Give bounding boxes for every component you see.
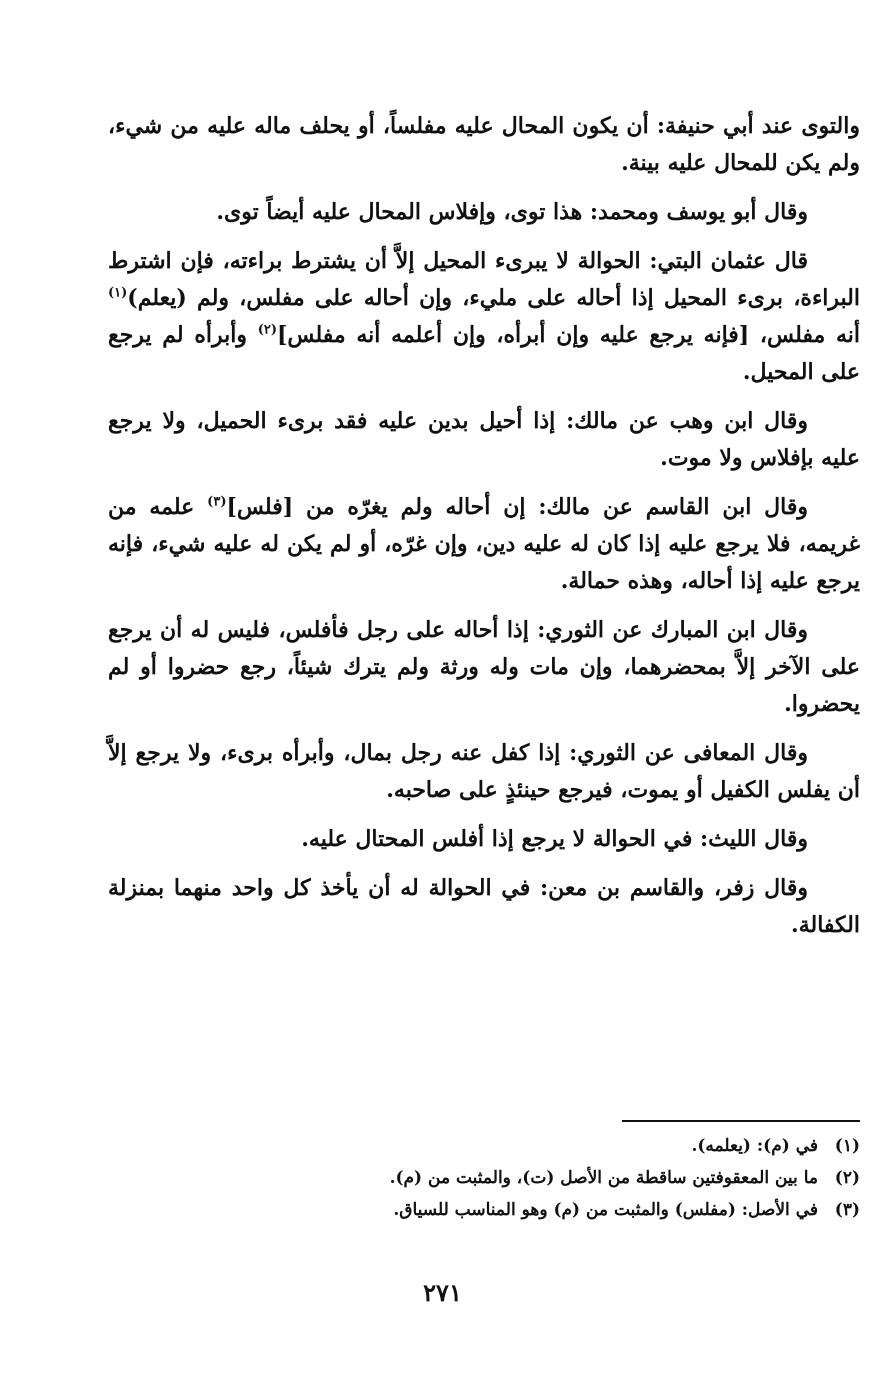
paragraph-text: وأبرأه لم يرجع على المحيل. xyxy=(108,322,860,385)
paragraph: وقال أبو يوسف ومحمد: هذا توى، وإفلاس المحال عليه أيضاً توى. xyxy=(216,199,808,225)
paragraph-text: قال عثمان البتي: الحوالة لا يبرىء المحيل إلاَّ أن يشترط براءته، فإن اشترط البراءة، برىء المحيل إذا أحاله على مليء، وإن أحاله على مفلس، ولم (يعلم) xyxy=(108,248,860,311)
footnote-text: في الأصل: (مفلس) والمثبت من (م) وهو المناسب للسياق. xyxy=(393,1200,818,1220)
footnote xyxy=(100,1162,860,1194)
footnotes xyxy=(100,1130,860,1226)
footnote-number: (١) xyxy=(834,1136,860,1156)
paragraph-text: أنه مفلس، [فإنه يرجع عليه وإن أبرأه، وإن أعلمه أنه مفلس] xyxy=(276,322,861,348)
main-text xyxy=(108,108,860,956)
paragraph xyxy=(108,243,860,391)
footnote-text: في (م): (يعلمه). xyxy=(691,1136,818,1156)
footnote-ref: (١) xyxy=(108,285,128,301)
footnote-number: (٢) xyxy=(834,1168,860,1188)
paragraph: والتوى عند أبي حنيفة: أن يكون المحال عليه مفلساً، أو يحلف ماله عليه من شيء، ولم يكن للمحال عليه بينة. xyxy=(108,113,860,176)
footnote-number: (٣) xyxy=(834,1200,860,1220)
paragraph: وقال المعافى عن الثوري: إذا كفل عنه رجل بمال، وأبرأه برىء، ولا يرجع إلاَّ أن يفلس الكفيل أو يموت، فيرجع حينئذٍ على صاحبه. xyxy=(108,740,860,803)
paragraph: وقال ابن المبارك عن الثوري: إذا أحاله على رجل فأفلس، فليس له أن يرجع على الآخر إلاَّ بمحضرهما، وإن مات وله ورثة ولم يترك شيئاً، رجع حضروا أو لم يحضروا. xyxy=(108,617,860,717)
paragraph: وقال ابن وهب عن مالك: إذا أحيل بدين عليه فقد برىء الحميل، ولا يرجع عليه بإفلاس ولا موت. xyxy=(108,408,860,471)
footnote xyxy=(100,1194,860,1226)
paragraph-text: وقال ابن القاسم عن مالك: إن أحاله ولم يغرّه من [فلس] xyxy=(226,494,808,520)
footnote-separator xyxy=(622,1120,860,1122)
footnote-ref: (٣) xyxy=(207,494,227,510)
footnote-text: ما بين المعقوفتين ساقطة من الأصل (ت)، والمثبت من (م). xyxy=(389,1168,818,1188)
paragraph: وقال زفر، والقاسم بن معن: في الحوالة له أن يأخذ كل واحد منهما بمنزلة الكفالة. xyxy=(108,875,860,938)
paragraph: وقال الليث: في الحوالة لا يرجع إذا أفلس المحتال عليه. xyxy=(301,826,808,852)
footnote-ref: (٢) xyxy=(257,322,277,338)
page-number: ٢٧١ xyxy=(423,1278,462,1307)
paragraph-text: علمه من غريمه، فلا يرجع عليه إذا كان له عليه دين، وإن غرّه، أو لم يكن له عليه شيء، فإنه يرجع عليه إذا أحاله، وهذه حمالة. xyxy=(108,494,860,594)
paragraph xyxy=(108,489,860,600)
footnote xyxy=(100,1130,860,1162)
